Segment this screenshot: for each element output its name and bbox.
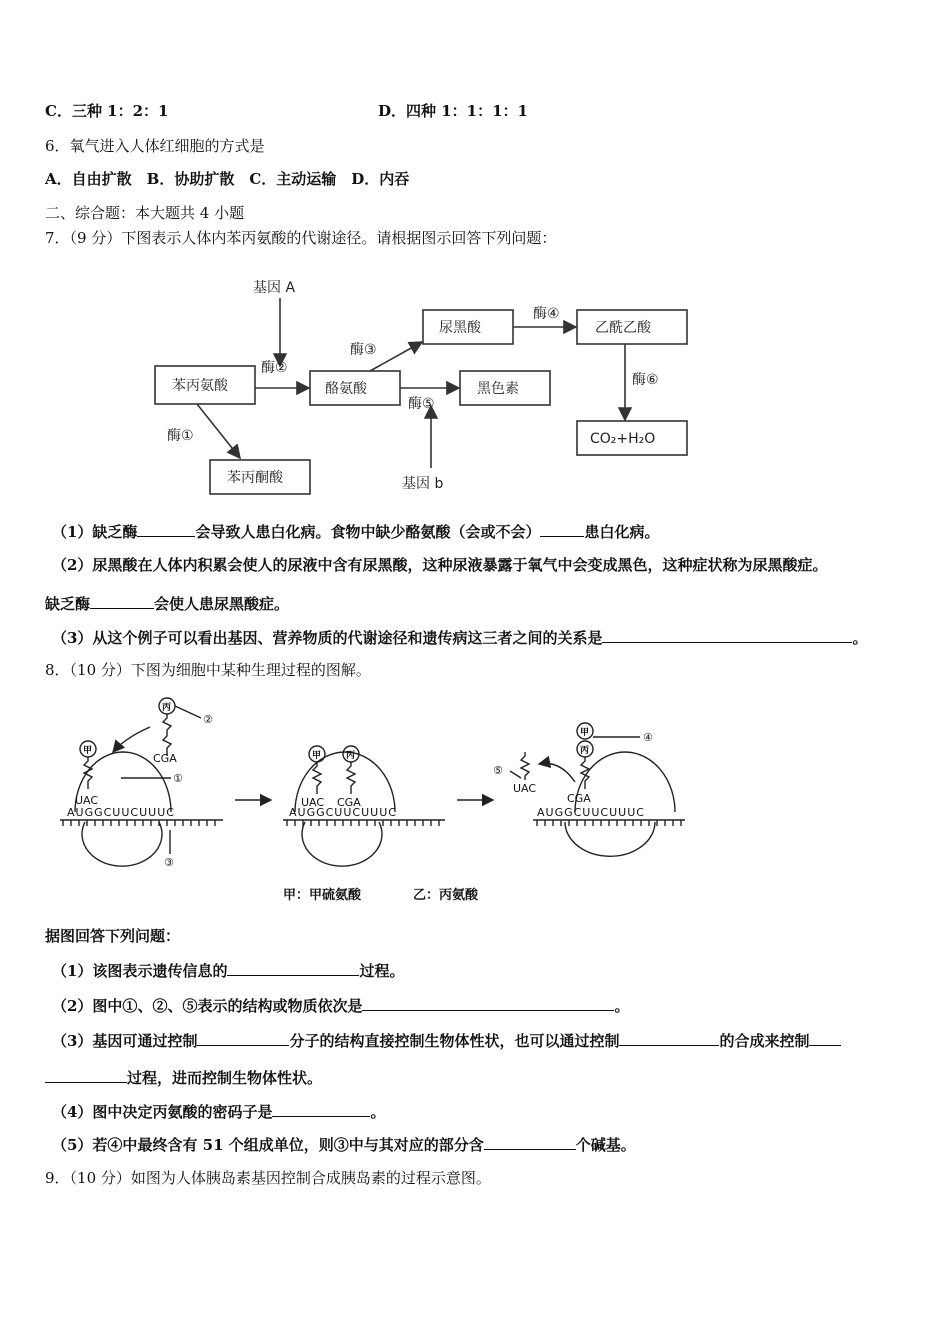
q8-part3-line1: （3）基因可通过控制 分子的结构直接控制生物体性状，也可以通过控制 的合成来控制 [52, 1029, 841, 1051]
label-enzyme-6: 酶⑥ [632, 372, 659, 388]
q8-part1: （1）该图表示遗传信息的 过程。 [52, 959, 404, 981]
p1-mrna: AUGGCUUCUUUC [67, 806, 175, 819]
q6-options: A．自由扩散 B．协助扩散 C．主动运输 D．内吞 [45, 170, 410, 188]
section-heading: 二、综合题：本大题共 4 小题 [45, 204, 245, 222]
q8-part2: （2）图中①、②、⑤表示的结构或物质依次是 。 [52, 994, 629, 1016]
label-gene-b: 基因 b [402, 476, 444, 492]
p3-bing-label: 丙 [580, 746, 590, 756]
box-phenylalanine-text: 苯丙氨酸 [172, 378, 228, 394]
p3-mrna: AUGGCUUCUUUC [537, 806, 645, 819]
p1-marker-3: ③ [164, 856, 174, 869]
p3-marker-5: ⑤ [493, 764, 503, 777]
p2-jia-label: 甲 [312, 751, 322, 761]
box-melanin-text: 黑色素 [477, 381, 519, 397]
box-homogentisate-text: 尿黑酸 [439, 320, 481, 336]
label-enzyme-1: 酶① [167, 428, 194, 444]
p2-mrna: AUGGCUUCUUUC [289, 806, 397, 819]
q8-intro: 据图回答下列问题： [45, 927, 181, 945]
p2-bing-label: 丙 [346, 751, 356, 761]
q6-stem: 6．氧气进入人体红细胞的方式是 [45, 137, 265, 155]
p2-anticodon-cga: CGA [337, 796, 361, 809]
q5-option-d: D．四种 1：1：1：1 [378, 102, 528, 120]
p1-anticodon-uac: UAC [75, 794, 99, 807]
q7-metabolism-diagram [145, 268, 705, 503]
label-enzyme-2: 酶② [261, 360, 288, 376]
q5-option-c: C．三种 1：2：1 [45, 102, 169, 120]
q7-part2-line1: （2）尿黑酸在人体内积累会使人的尿液中含有尿黑酸，这种尿液暴露于氧气中会变成黑色，这种症状称为尿黑酸症。 [52, 556, 828, 574]
q8-translation-diagram [55, 692, 695, 910]
p1-bing-label: 丙 [162, 703, 172, 713]
q9-stem: 9．（10 分）如图为人体胰岛素基因控制合成胰岛素的过程示意图。 [45, 1169, 491, 1187]
box-tyrosine-text: 酪氨酸 [325, 381, 367, 397]
p3-anticodon-cga: CGA [567, 792, 591, 805]
p2-anticodon-uac: UAC [301, 796, 325, 809]
p3-anticodon-uac: UAC [513, 782, 537, 795]
box-co2-text: CO₂+H₂O [590, 431, 656, 447]
box-phenylpyruvate-text: 苯丙酮酸 [227, 470, 283, 486]
legend-yi: 乙：丙氨酸 [413, 888, 479, 903]
q7-part3: （3）从这个例子可以看出基因、营养物质的代谢途径和遗传病这三者之间的关系是 。 [52, 626, 867, 648]
p3-marker-4: ④ [643, 731, 653, 744]
legend-jia: 甲：甲硫氨酸 [283, 888, 362, 903]
label-enzyme-5: 酶⑤ [408, 396, 435, 412]
p1-anticodon-cga: CGA [153, 752, 177, 765]
q7-part1: （1）缺乏酶 会导致人患白化病。食物中缺少酪氨酸（会或不会） 患白化病。 [52, 520, 659, 542]
q8-part3-line2: 过程，进而控制生物体性状。 [45, 1066, 322, 1088]
q7-stem: 7．（9 分）下图表示人体内苯丙氨酸的代谢途径。请根据图示回答下列问题： [45, 229, 557, 247]
q7-part2-line2: 缺乏酶 会使人患尿黑酸症。 [45, 592, 289, 614]
box-acetoacetate-text: 乙酰乙酸 [595, 320, 651, 336]
p3-jia-label: 甲 [580, 728, 590, 738]
label-enzyme-4: 酶④ [533, 306, 560, 322]
q8-part4: （4）图中决定丙氨酸的密码子是 。 [52, 1100, 385, 1122]
q8-part5: （5）若④中最终含有 51 个组成单位，则③中与其对应的部分含 个碱基。 [52, 1133, 636, 1155]
q8-stem: 8．（10 分）下图为细胞中某种生理过程的图解。 [45, 661, 371, 679]
label-enzyme-3: 酶③ [350, 342, 377, 358]
p1-marker-2: ② [203, 713, 213, 726]
p1-jia-label: 甲 [83, 746, 93, 756]
label-gene-a: 基因 A [253, 280, 296, 296]
p1-marker-1: ① [173, 772, 183, 785]
